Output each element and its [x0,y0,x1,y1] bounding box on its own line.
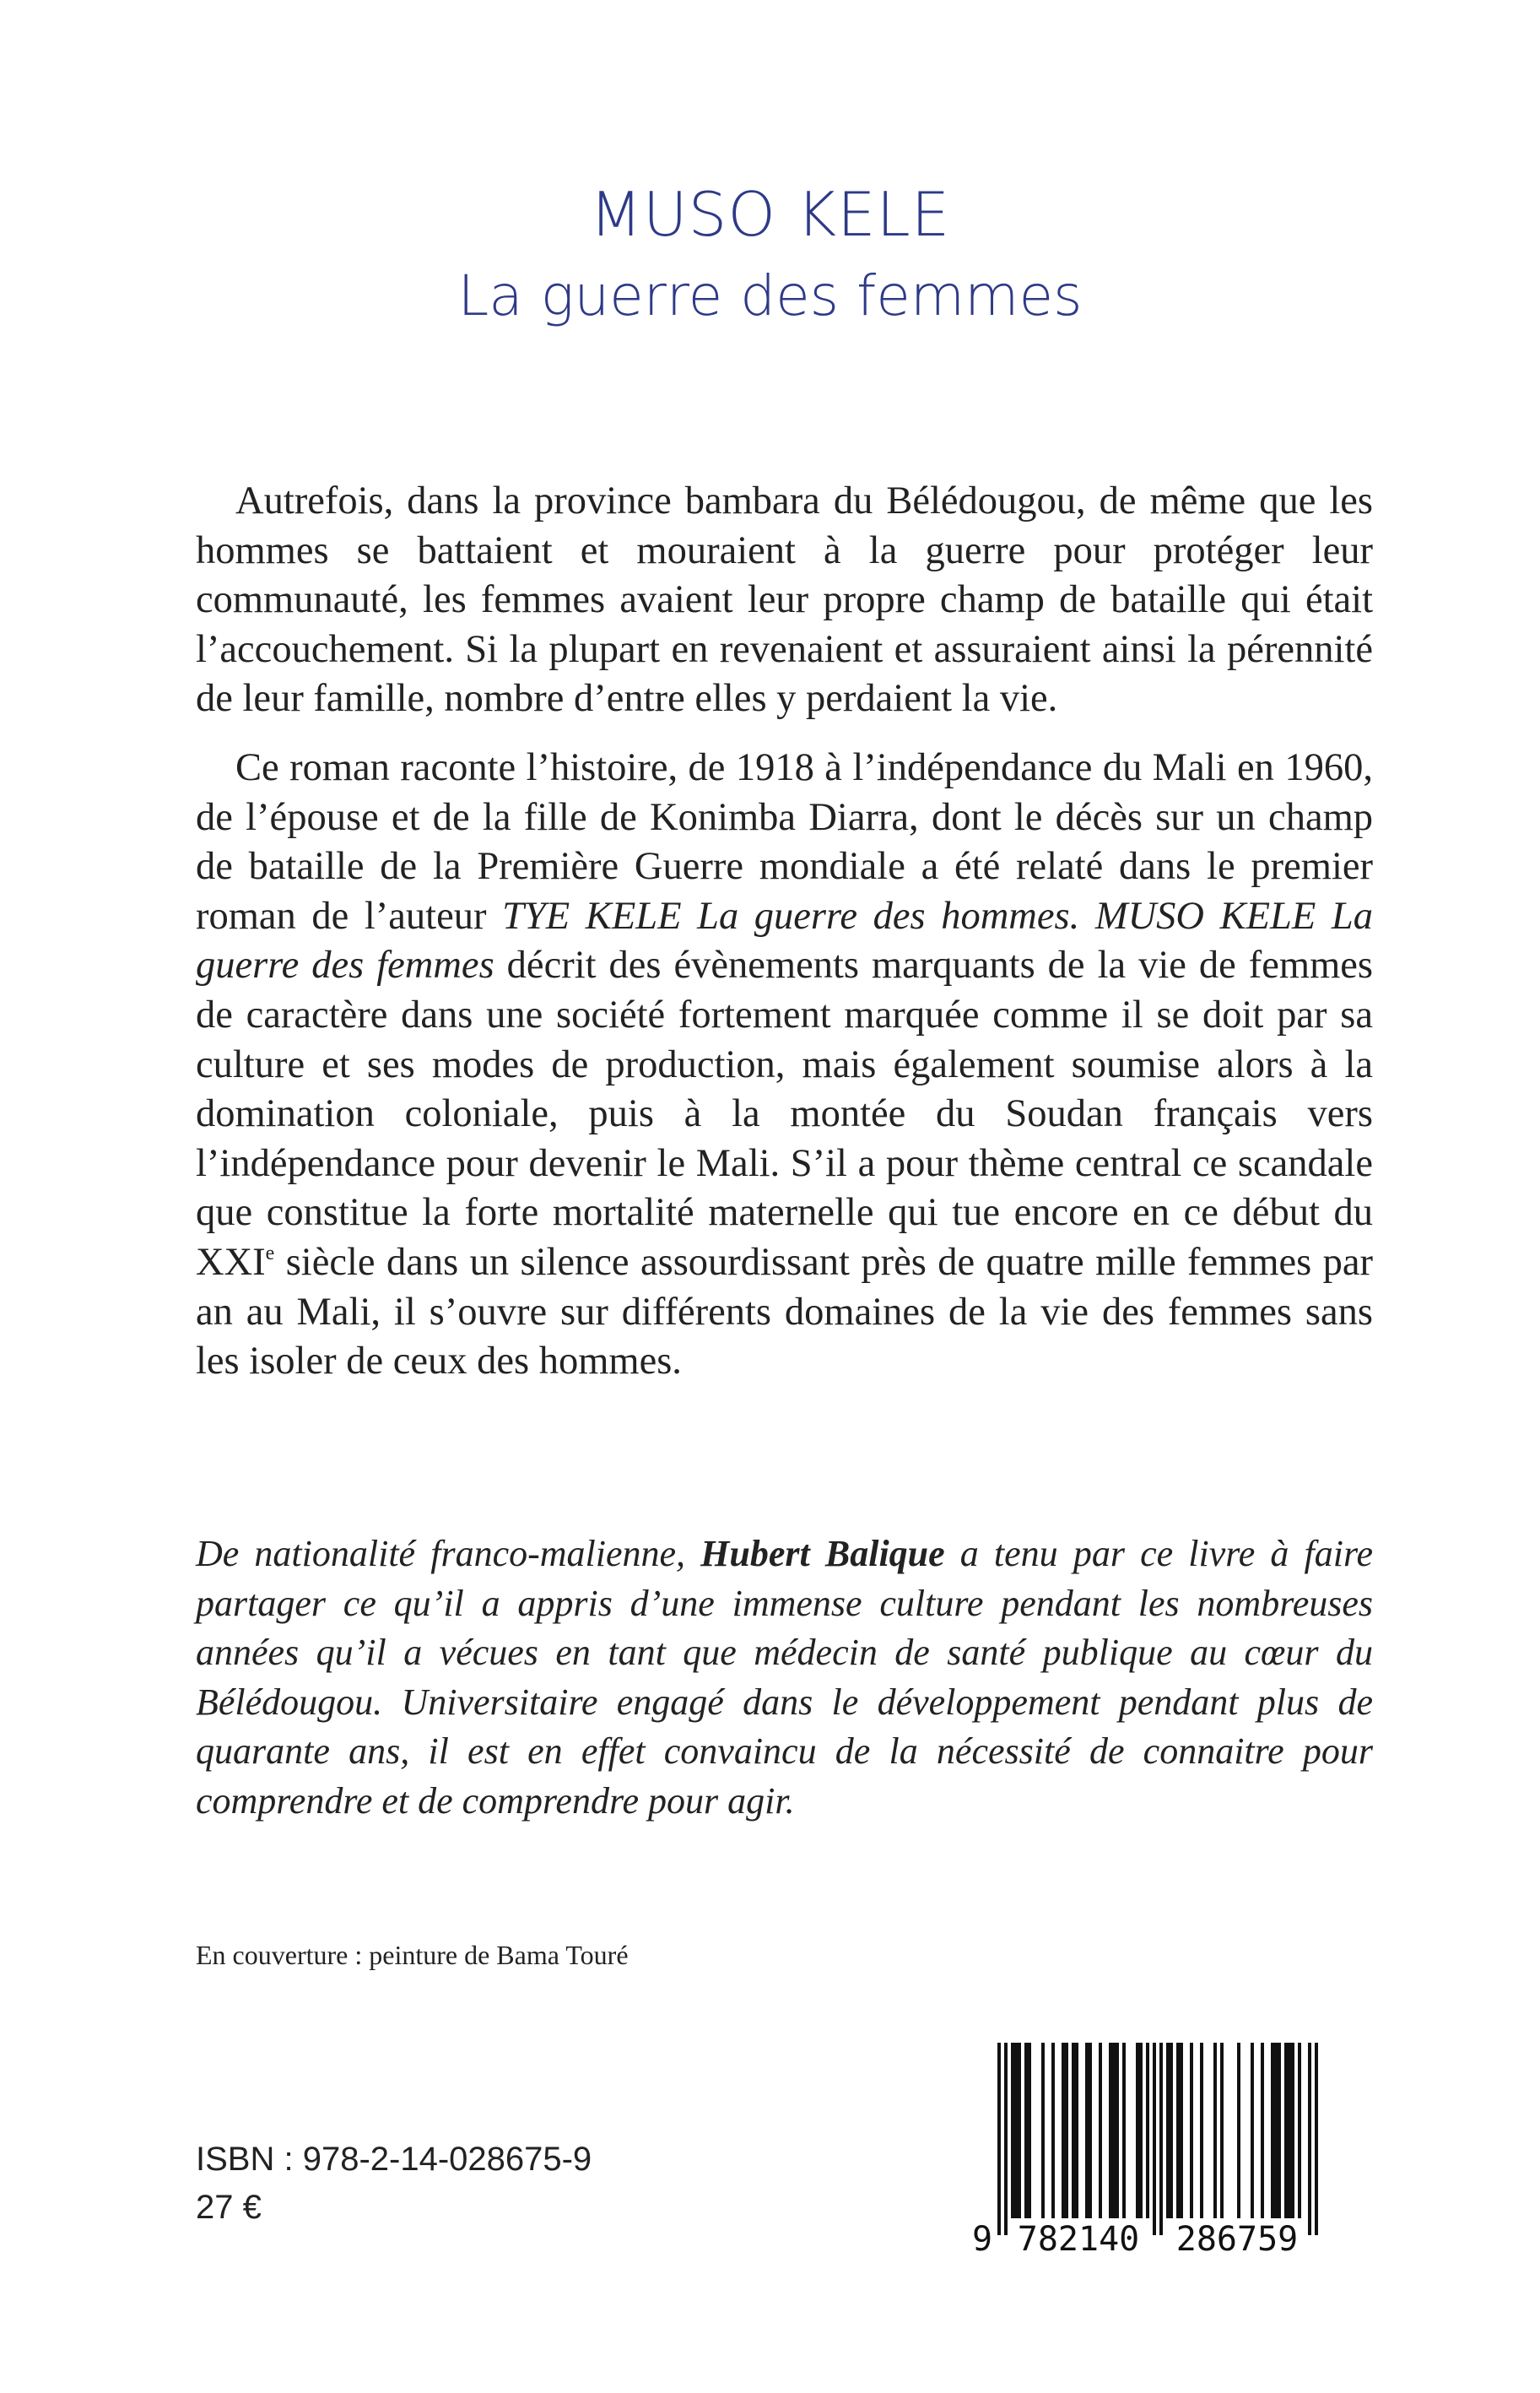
barcode-bar [1122,2043,1126,2218]
barcode-bar [1278,2043,1281,2218]
barcode-bar [1024,2043,1028,2218]
barcode-bar [1220,2043,1224,2218]
barcode-guard-bar [1315,2043,1318,2235]
synopsis-paragraph-2 [196,744,1373,1387]
barcode-bar [1274,2043,1278,2218]
synopsis [196,477,1373,1406]
synopsis-text: Ce roman raconte l’histoire, de 1918 à l’indépendance du Mali en 1960, de l’épouse et de la fille de Konimba Diarra, dont le décès sur un champ de bataille de la Première Guerre mondiale a été relaté dans le premier roman de l’auteur [196,745,1373,938]
barcode-bar [1018,2043,1021,2218]
barcode-bar [1200,2043,1203,2218]
barcode-right-digits: 286759 [1175,2220,1299,2257]
book-subtitle: La guerre des femmes [457,263,1083,328]
barcode-bar [1176,2043,1180,2218]
barcode-guard-bar [1153,2043,1156,2235]
synopsis-paragraph-1: Autrefois, dans la province bambara du Bélédougou, de même que les hommes se battaient et mouraient à la guerre pour protéger leur communauté, les femmes avaient leur propre champ de bataille qui était l’accouchement. Si la plupart en revenaient et assuraient ainsi la pérennité de leur famille, nombre d’entre elles y perdaient la vie. [196,479,1373,721]
barcode-bar [1072,2043,1075,2218]
barcode-bar [1028,2043,1031,2218]
barcode-bar [1237,2043,1240,2218]
barcode-bar [1166,2043,1170,2218]
barcode-bar [1051,2043,1055,2218]
barcode-guard-bar [1004,2043,1008,2235]
isbn-barcode [970,2041,1332,2257]
isbn: ISBN : 978-2-14-028675-9 [196,2141,592,2178]
barcode-bar [1116,2043,1119,2218]
barcode-guard-bar [997,2043,1001,2235]
cover-credit: En couverture : peinture de Bama Touré [196,1940,629,1970]
barcode-guard-bar [1159,2043,1163,2235]
barcode-bar [1261,2043,1264,2218]
synopsis-text: siècle dans un silence assourdissant près de quatre mille femmes par an au Mali, il s’ouvre sur différents domaines de la vie des femmes sans les isoler de ceux des hommes. [196,1240,1373,1383]
barcode-bar [1170,2043,1173,2218]
synopsis-book-titles: TYE KELE La guerre des hommes. MUSO KELE La guerre des femmes [196,894,1373,988]
barcode-bar [1288,2043,1291,2218]
book-title: MUSO KELE [589,179,951,250]
barcode-bar [1065,2043,1068,2218]
author-bio [196,1529,1373,1827]
century-superscript: e [265,1242,275,1264]
barcode-bar [1298,2043,1301,2218]
barcode-bar [1180,2043,1183,2218]
barcode-bar [1251,2043,1254,2218]
barcode-bar [1014,2043,1018,2218]
barcode-guard-bar [1308,2043,1311,2235]
barcode-bar [1099,2043,1102,2218]
barcode-bar [1271,2043,1274,2218]
bio-text: a tenu par ce livre à faire partager ce qu’il a appris d’une immense culture pendant les nombreuses années qu’il a vécues en tant que médecin de santé publique au cœur du Bélédougou. Universitaire engagé dans le développement pendant plus de quarante ans, il est en effet convaincu de la nécessité de connaitre pour comprendre et de comprendre pour agir. [196,1533,1373,1822]
barcode-lead-digit: 9 [971,2220,993,2257]
barcode-bar [1085,2043,1089,2218]
barcode-left-digits: 782140 [1017,2220,1140,2257]
barcode-bar [1011,2043,1014,2218]
barcode-graphic [970,2041,1332,2257]
author-name: Hubert Balique [700,1533,945,1574]
barcode-bar [1190,2043,1193,2218]
barcode-bar [1291,2043,1294,2218]
barcode-bar [1089,2043,1092,2218]
barcode-bar [1112,2043,1116,2218]
barcode-bar [1136,2043,1139,2218]
bio-text: De nationalité franco-malienne, [196,1533,701,1574]
barcode-bar [1284,2043,1288,2218]
barcode-bar [1146,2043,1149,2218]
barcode-bar [1213,2043,1217,2218]
barcode-bar [1062,2043,1065,2218]
synopsis-text: décrit des évènements marquants de la vie de femmes de caractère dans une société fortement marquée comme il se doit par sa culture et ses modes de production, mais également soumise alors à la domination coloniale, puis à la montée du Soudan français vers l’indépendance pour devenir le Mali. S’il a pour thème central ce scandale que constitue la forte mortalité maternelle qui tue encore en ce début du XXI [196,944,1374,1284]
barcode-bar [1109,2043,1112,2218]
price: 27 € [196,2189,262,2226]
barcode-bar [1075,2043,1078,2218]
barcode-bar [1139,2043,1143,2218]
barcode-bar [1041,2043,1045,2218]
